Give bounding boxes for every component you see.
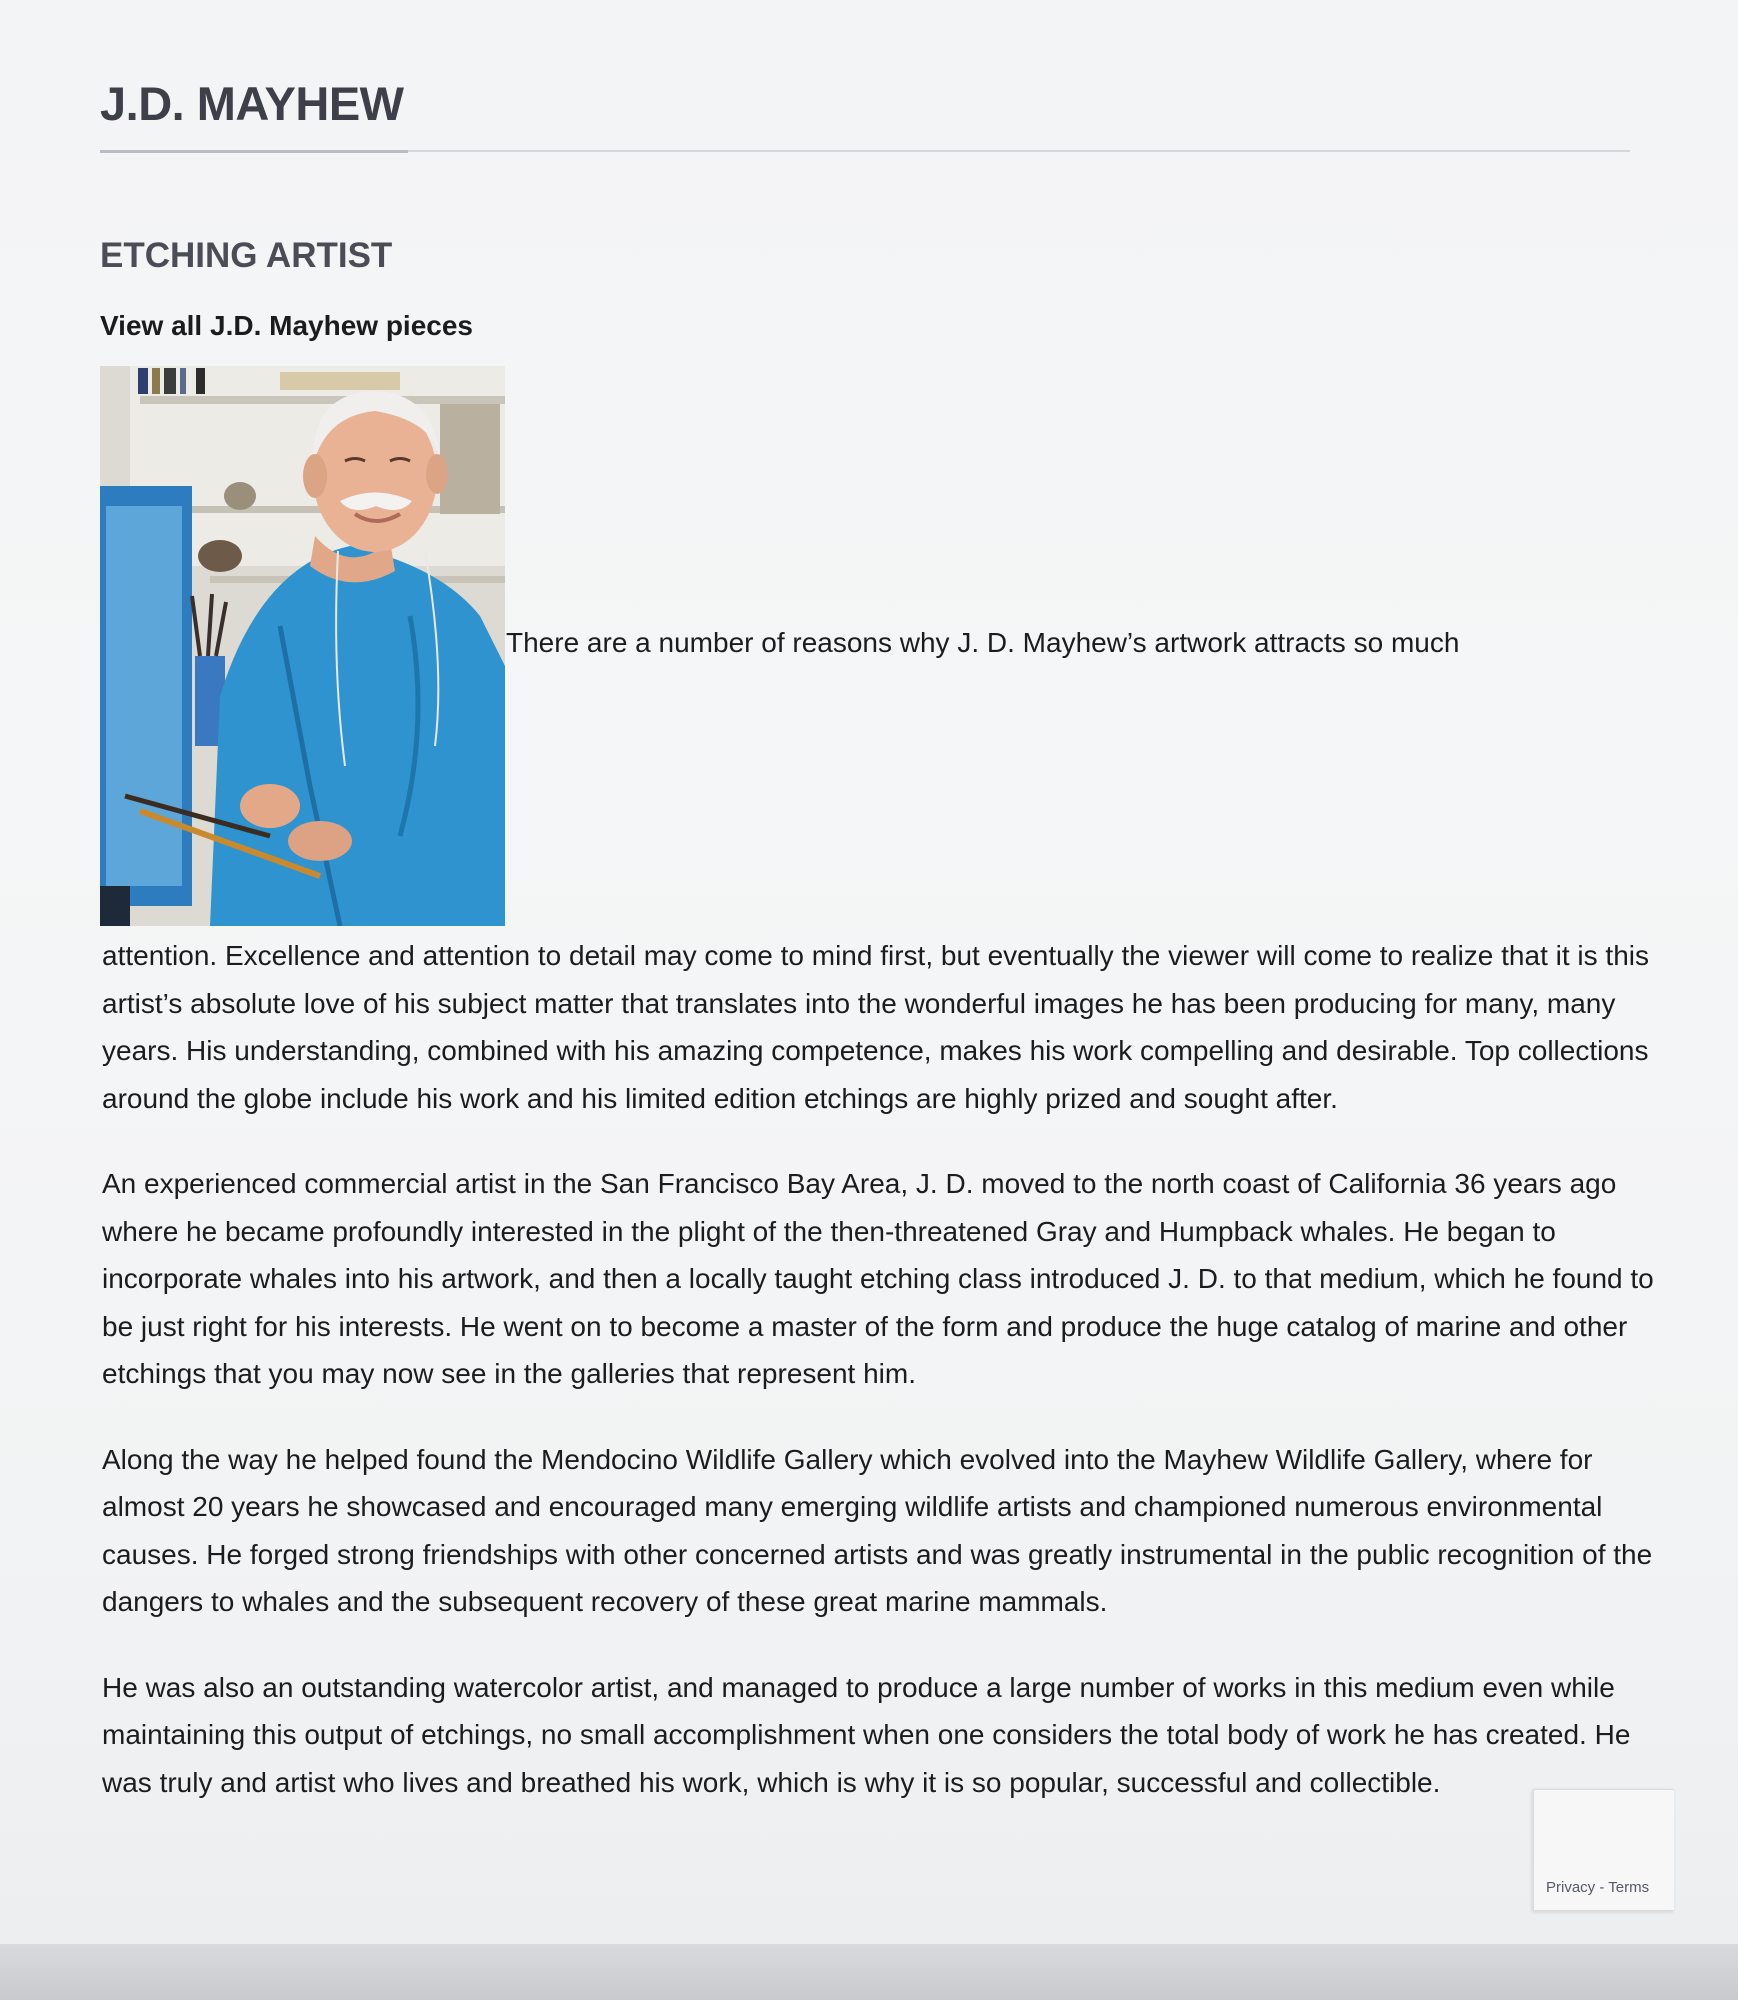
recaptcha-links (1546, 1879, 1649, 1896)
recaptcha-badge[interactable] (1533, 1789, 1674, 1911)
site-title: J.D. MAYHEW (100, 77, 404, 130)
privacy-link[interactable]: Privacy (1546, 1879, 1596, 1896)
terms-link[interactable]: Terms (1608, 1879, 1650, 1896)
view-all-pieces-link[interactable]: View all J.D. Mayhew pieces (100, 310, 473, 341)
artist-portrait (100, 366, 505, 926)
bio-paragraph: attention. Excellence and attention to detail may come to mind first, but eventually the viewer will come to realize that it is this artist’s absolute love of his subject matter that translates into the wonderful images he has been producing for many, many years. His understanding, combined with his amazing competence, makes his work compelling and desirable. Top collections around the globe include his work and his limited edition etchings are highly prized and sought after. (102, 940, 1649, 1114)
bio-paragraph: Along the way he helped found the Mendocino Wildlife Gallery which evolved into the Mayhew Wildlife Gallery, where for almost 20 years he showcased and encouraged many emerging wildlife artists and championed numerous environmental causes. He forged strong friendships with other concerned artists and was greatly instrumental in the public recognition of the dangers to whales and the subsequent recovery of these great marine mammals. (102, 1443, 1653, 1617)
bio-paragraph: An experienced commercial artist in the San Francisco Bay Area, J. D. moved to the north coast of California 36 years ago where he became profoundly interested in the plight of the then-threatened Gray and Humpback whales. He began to incorporate whales into his artwork, and then a locally taught etching class introduced J. D. to that medium, which he found to be just right for his interests. He went on to become a master of the form and produce the huge catalog of marine and other etchings that you may now see in the galleries that represent him. (102, 1168, 1654, 1389)
title-divider-accent (100, 150, 408, 153)
artist-bio (102, 932, 1662, 1844)
recaptcha-separator: - (1595, 1879, 1609, 1896)
artist-role-heading: ETCHING ARTIST (100, 236, 393, 275)
bio-intro-line: There are a number of reasons why J. D. Mayhew’s artwork attracts so much (506, 627, 1460, 658)
bio-paragraph: He was also an outstanding watercolor artist, and managed to produce a large number of works in this medium even while maintaining this output of etchings, no small accomplishment when one considers the total body of work he has created. He was truly and artist who lives and breathed his work, which is why it is so popular, successful and collectible. (102, 1671, 1631, 1798)
page-bottom-shadow (0, 1944, 1738, 2000)
